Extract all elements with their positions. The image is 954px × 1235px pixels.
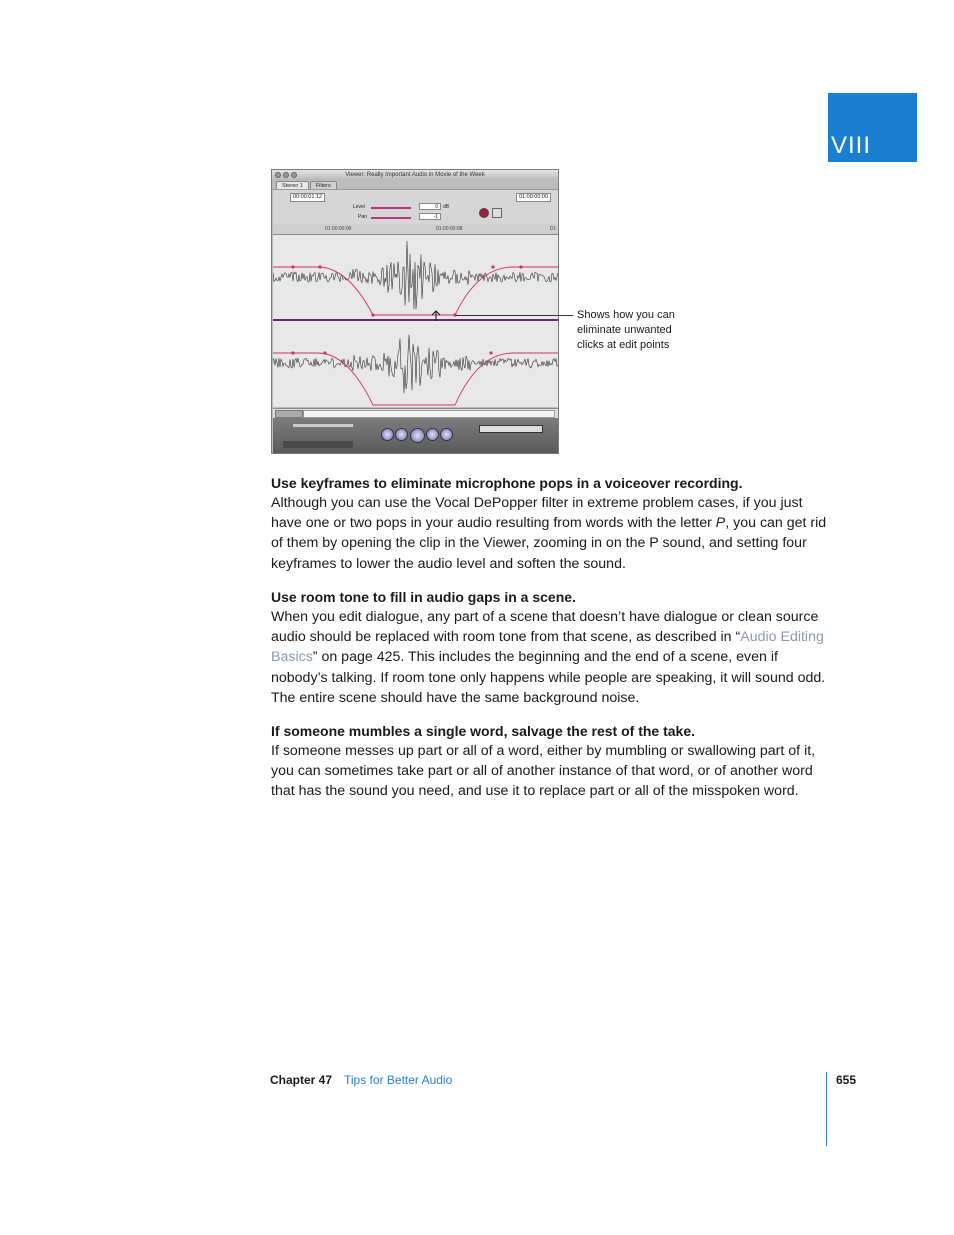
ruler-tick-2: 01:00:00:08 (436, 226, 463, 232)
level-unit: dB (443, 204, 450, 210)
section-paragraph: If someone messes up part or all of a word, either by mumbling or swallowing part of it, you can sometimes take part or all of another instance of that word, or of another word that has the sound you need, and use it to replace part or all of the misspoken word. (271, 743, 816, 800)
timecode-current: 01:00:00:00 (516, 193, 551, 202)
viewer-title: Viewer: Really Important Audio in Movie of the Week (345, 172, 485, 178)
page-number: 655 (836, 1073, 857, 1087)
tab-filters: Filters (310, 181, 337, 190)
waveform-area (273, 235, 558, 407)
pan-field: -1 (419, 213, 441, 220)
play-in-out-icon (395, 428, 408, 441)
level-label: Level (353, 204, 365, 210)
section-paragraph: Although you can use the Vocal DePopper filter in extreme problem cases, if you just have one or two pops in your audio resulting from words with the letter P, you can get rid of them by opening the clip in the Viewer, zooming in on the P sound, and setting four keyframes to lower the audio level and soften the sound. (271, 495, 827, 572)
transport-controls (273, 418, 558, 453)
tab-stereo: Stereo 1 (276, 181, 309, 190)
section-tab (828, 93, 917, 162)
pan-slider (371, 217, 411, 219)
timecode-duration: 00:00:01:12 (290, 193, 325, 202)
next-edit-icon (440, 428, 453, 441)
window-controls (275, 172, 297, 178)
footer-chapter: Chapter 47 (270, 1073, 333, 1087)
footer-divider (826, 1072, 827, 1146)
section-keyframes (271, 473, 831, 574)
section-heading: Use keyframes to eliminate microphone pops in a voiceover recording. (271, 475, 743, 491)
section-heading: If someone mumbles a single word, salvage the rest of the take. (271, 723, 696, 739)
play-icon (410, 428, 425, 443)
level-field: 0 (419, 203, 441, 210)
section-mumbles (271, 721, 831, 802)
waveform-graphic (273, 235, 558, 407)
viewer-title-bar (272, 170, 558, 180)
level-slider (371, 207, 411, 209)
prev-edit-icon (381, 428, 394, 441)
footer-chapter-title[interactable]: Tips for Better Audio (344, 1073, 453, 1087)
timeline-ruler (273, 224, 558, 235)
callout-text: Shows how you can eliminate unwanted clicks at edit points (577, 309, 675, 351)
section-paragraph: When you edit dialogue, any part of a scene that doesn’t have dialogue or clean source audio should be replaced with room tone from that scene, as described in “Audio Editing Basics” on page 425. This includes the beginning and the end of a scene, even if nobody’s talking. If room tone only happens while people are speaking, it will sound odd. The entire scene should have the same background noise. (271, 609, 826, 706)
section-room-tone (271, 587, 831, 708)
drag-hand-icon (492, 208, 502, 218)
reset-icon (479, 208, 489, 218)
play-around-icon (426, 428, 439, 441)
section-heading: Use room tone to fill in audio gaps in a scene. (271, 589, 576, 605)
ruler-tick-1: 01:00:00:00 (325, 226, 352, 232)
section-tab-label: VIII (831, 132, 872, 159)
pan-label: Pan (358, 214, 367, 220)
callout-line (456, 315, 573, 316)
viewer-screenshot (271, 169, 559, 454)
ruler-tick-3: 01: (550, 226, 557, 232)
audio-editing-basics-link[interactable]: Audio Editing Basics (271, 629, 824, 666)
horizontal-scrollbar (273, 408, 558, 418)
